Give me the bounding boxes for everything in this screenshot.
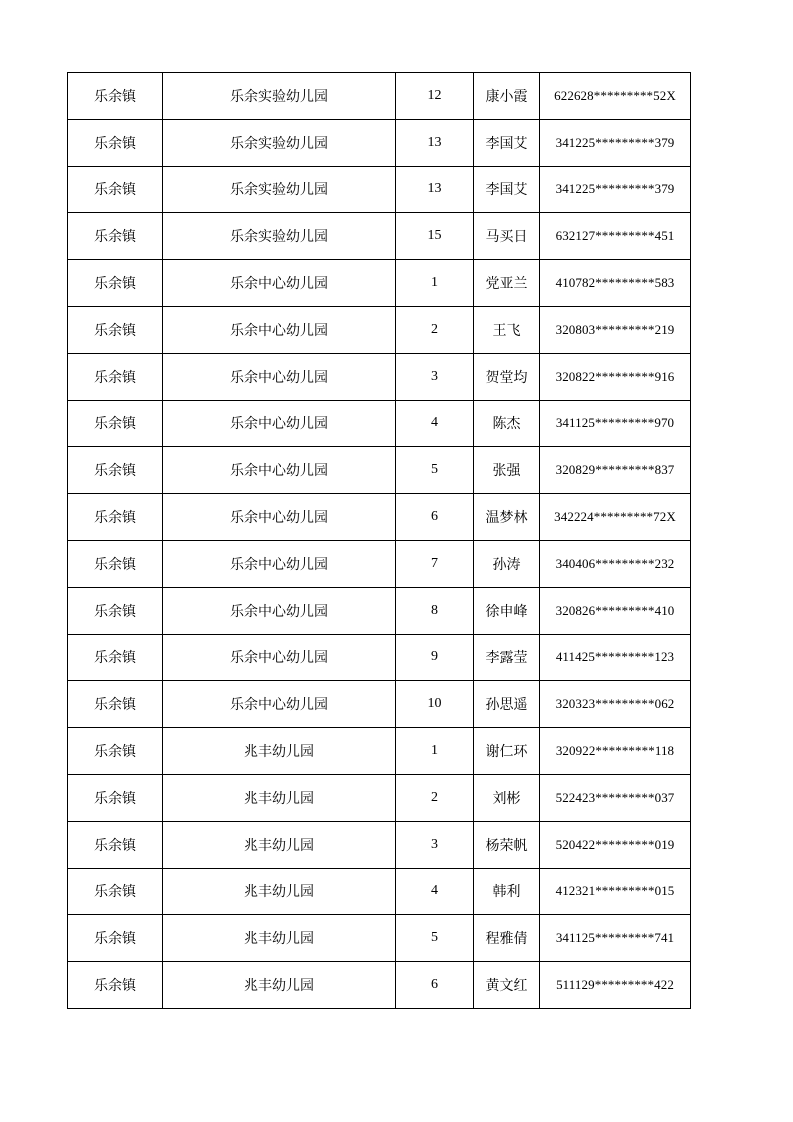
town-cell: 乐余镇 <box>68 166 163 213</box>
id-number-cell: 320822*********916 <box>540 353 691 400</box>
name-cell: 张强 <box>474 447 540 494</box>
school-cell: 兆丰幼儿园 <box>163 728 396 775</box>
number-cell: 6 <box>396 962 474 1009</box>
school-cell: 乐余中心幼儿园 <box>163 494 396 541</box>
school-cell: 乐余实验幼儿园 <box>163 213 396 260</box>
school-cell: 乐余实验幼儿园 <box>163 119 396 166</box>
town-cell: 乐余镇 <box>68 119 163 166</box>
number-cell: 3 <box>396 821 474 868</box>
table-row <box>68 213 691 260</box>
name-cell: 李国艾 <box>474 166 540 213</box>
school-cell: 乐余中心幼儿园 <box>163 447 396 494</box>
town-cell: 乐余镇 <box>68 447 163 494</box>
number-cell: 15 <box>396 213 474 260</box>
table-row <box>68 868 691 915</box>
id-number-cell: 632127*********451 <box>540 213 691 260</box>
school-cell: 乐余中心幼儿园 <box>163 306 396 353</box>
name-cell: 徐申峰 <box>474 587 540 634</box>
table-row <box>68 447 691 494</box>
table-row <box>68 962 691 1009</box>
table-row <box>68 166 691 213</box>
id-number-cell: 342224*********72X <box>540 494 691 541</box>
name-cell: 温梦林 <box>474 494 540 541</box>
id-number-cell: 522423*********037 <box>540 774 691 821</box>
number-cell: 9 <box>396 634 474 681</box>
id-number-cell: 341225*********379 <box>540 166 691 213</box>
table-row <box>68 821 691 868</box>
town-cell: 乐余镇 <box>68 353 163 400</box>
number-cell: 4 <box>396 400 474 447</box>
id-number-cell: 341125*********970 <box>540 400 691 447</box>
number-cell: 1 <box>396 728 474 775</box>
name-cell: 谢仁环 <box>474 728 540 775</box>
school-cell: 兆丰幼儿园 <box>163 915 396 962</box>
table-row <box>68 260 691 307</box>
town-cell: 乐余镇 <box>68 821 163 868</box>
id-number-cell: 412321*********015 <box>540 868 691 915</box>
number-cell: 4 <box>396 868 474 915</box>
town-cell: 乐余镇 <box>68 915 163 962</box>
table-row <box>68 119 691 166</box>
id-number-cell: 511129*********422 <box>540 962 691 1009</box>
id-number-cell: 520422*********019 <box>540 821 691 868</box>
name-cell: 李国艾 <box>474 119 540 166</box>
table-row <box>68 587 691 634</box>
table-row <box>68 915 691 962</box>
name-cell: 杨荣帆 <box>474 821 540 868</box>
number-cell: 13 <box>396 119 474 166</box>
name-cell: 孙思遥 <box>474 681 540 728</box>
id-number-cell: 320803*********219 <box>540 306 691 353</box>
roster-table <box>67 72 691 1009</box>
town-cell: 乐余镇 <box>68 728 163 775</box>
school-cell: 兆丰幼儿园 <box>163 962 396 1009</box>
id-number-cell: 320922*********118 <box>540 728 691 775</box>
id-number-cell: 410782*********583 <box>540 260 691 307</box>
town-cell: 乐余镇 <box>68 306 163 353</box>
school-cell: 兆丰幼儿园 <box>163 868 396 915</box>
number-cell: 2 <box>396 306 474 353</box>
number-cell: 5 <box>396 447 474 494</box>
town-cell: 乐余镇 <box>68 260 163 307</box>
town-cell: 乐余镇 <box>68 73 163 120</box>
name-cell: 孙涛 <box>474 540 540 587</box>
town-cell: 乐余镇 <box>68 400 163 447</box>
town-cell: 乐余镇 <box>68 634 163 681</box>
id-number-cell: 341125*********741 <box>540 915 691 962</box>
roster-table-body <box>68 73 691 1009</box>
town-cell: 乐余镇 <box>68 587 163 634</box>
school-cell: 兆丰幼儿园 <box>163 821 396 868</box>
school-cell: 兆丰幼儿园 <box>163 774 396 821</box>
number-cell: 13 <box>396 166 474 213</box>
id-number-cell: 320323*********062 <box>540 681 691 728</box>
table-row <box>68 306 691 353</box>
table-row <box>68 634 691 681</box>
number-cell: 7 <box>396 540 474 587</box>
number-cell: 3 <box>396 353 474 400</box>
id-number-cell: 320826*********410 <box>540 587 691 634</box>
town-cell: 乐余镇 <box>68 868 163 915</box>
table-row <box>68 681 691 728</box>
name-cell: 王飞 <box>474 306 540 353</box>
school-cell: 乐余中心幼儿园 <box>163 587 396 634</box>
school-cell: 乐余中心幼儿园 <box>163 260 396 307</box>
town-cell: 乐余镇 <box>68 681 163 728</box>
name-cell: 刘彬 <box>474 774 540 821</box>
school-cell: 乐余中心幼儿园 <box>163 540 396 587</box>
school-cell: 乐余实验幼儿园 <box>163 73 396 120</box>
name-cell: 陈杰 <box>474 400 540 447</box>
table-row <box>68 73 691 120</box>
town-cell: 乐余镇 <box>68 494 163 541</box>
id-number-cell: 341225*********379 <box>540 119 691 166</box>
name-cell: 贺堂均 <box>474 353 540 400</box>
town-cell: 乐余镇 <box>68 962 163 1009</box>
school-cell: 乐余中心幼儿园 <box>163 353 396 400</box>
table-row <box>68 540 691 587</box>
school-cell: 乐余中心幼儿园 <box>163 400 396 447</box>
name-cell: 韩利 <box>474 868 540 915</box>
table-row <box>68 353 691 400</box>
school-cell: 乐余中心幼儿园 <box>163 634 396 681</box>
id-number-cell: 411425*********123 <box>540 634 691 681</box>
id-number-cell: 622628*********52X <box>540 73 691 120</box>
name-cell: 李露莹 <box>474 634 540 681</box>
number-cell: 6 <box>396 494 474 541</box>
number-cell: 10 <box>396 681 474 728</box>
school-cell: 乐余中心幼儿园 <box>163 681 396 728</box>
name-cell: 党亚兰 <box>474 260 540 307</box>
town-cell: 乐余镇 <box>68 774 163 821</box>
town-cell: 乐余镇 <box>68 213 163 260</box>
name-cell: 黄文红 <box>474 962 540 1009</box>
id-number-cell: 340406*********232 <box>540 540 691 587</box>
table-row <box>68 728 691 775</box>
table-row <box>68 494 691 541</box>
number-cell: 2 <box>396 774 474 821</box>
name-cell: 马买日 <box>474 213 540 260</box>
name-cell: 康小霞 <box>474 73 540 120</box>
id-number-cell: 320829*********837 <box>540 447 691 494</box>
town-cell: 乐余镇 <box>68 540 163 587</box>
table-row <box>68 400 691 447</box>
number-cell: 12 <box>396 73 474 120</box>
number-cell: 1 <box>396 260 474 307</box>
name-cell: 程雅倩 <box>474 915 540 962</box>
number-cell: 5 <box>396 915 474 962</box>
school-cell: 乐余实验幼儿园 <box>163 166 396 213</box>
table-row <box>68 774 691 821</box>
number-cell: 8 <box>396 587 474 634</box>
